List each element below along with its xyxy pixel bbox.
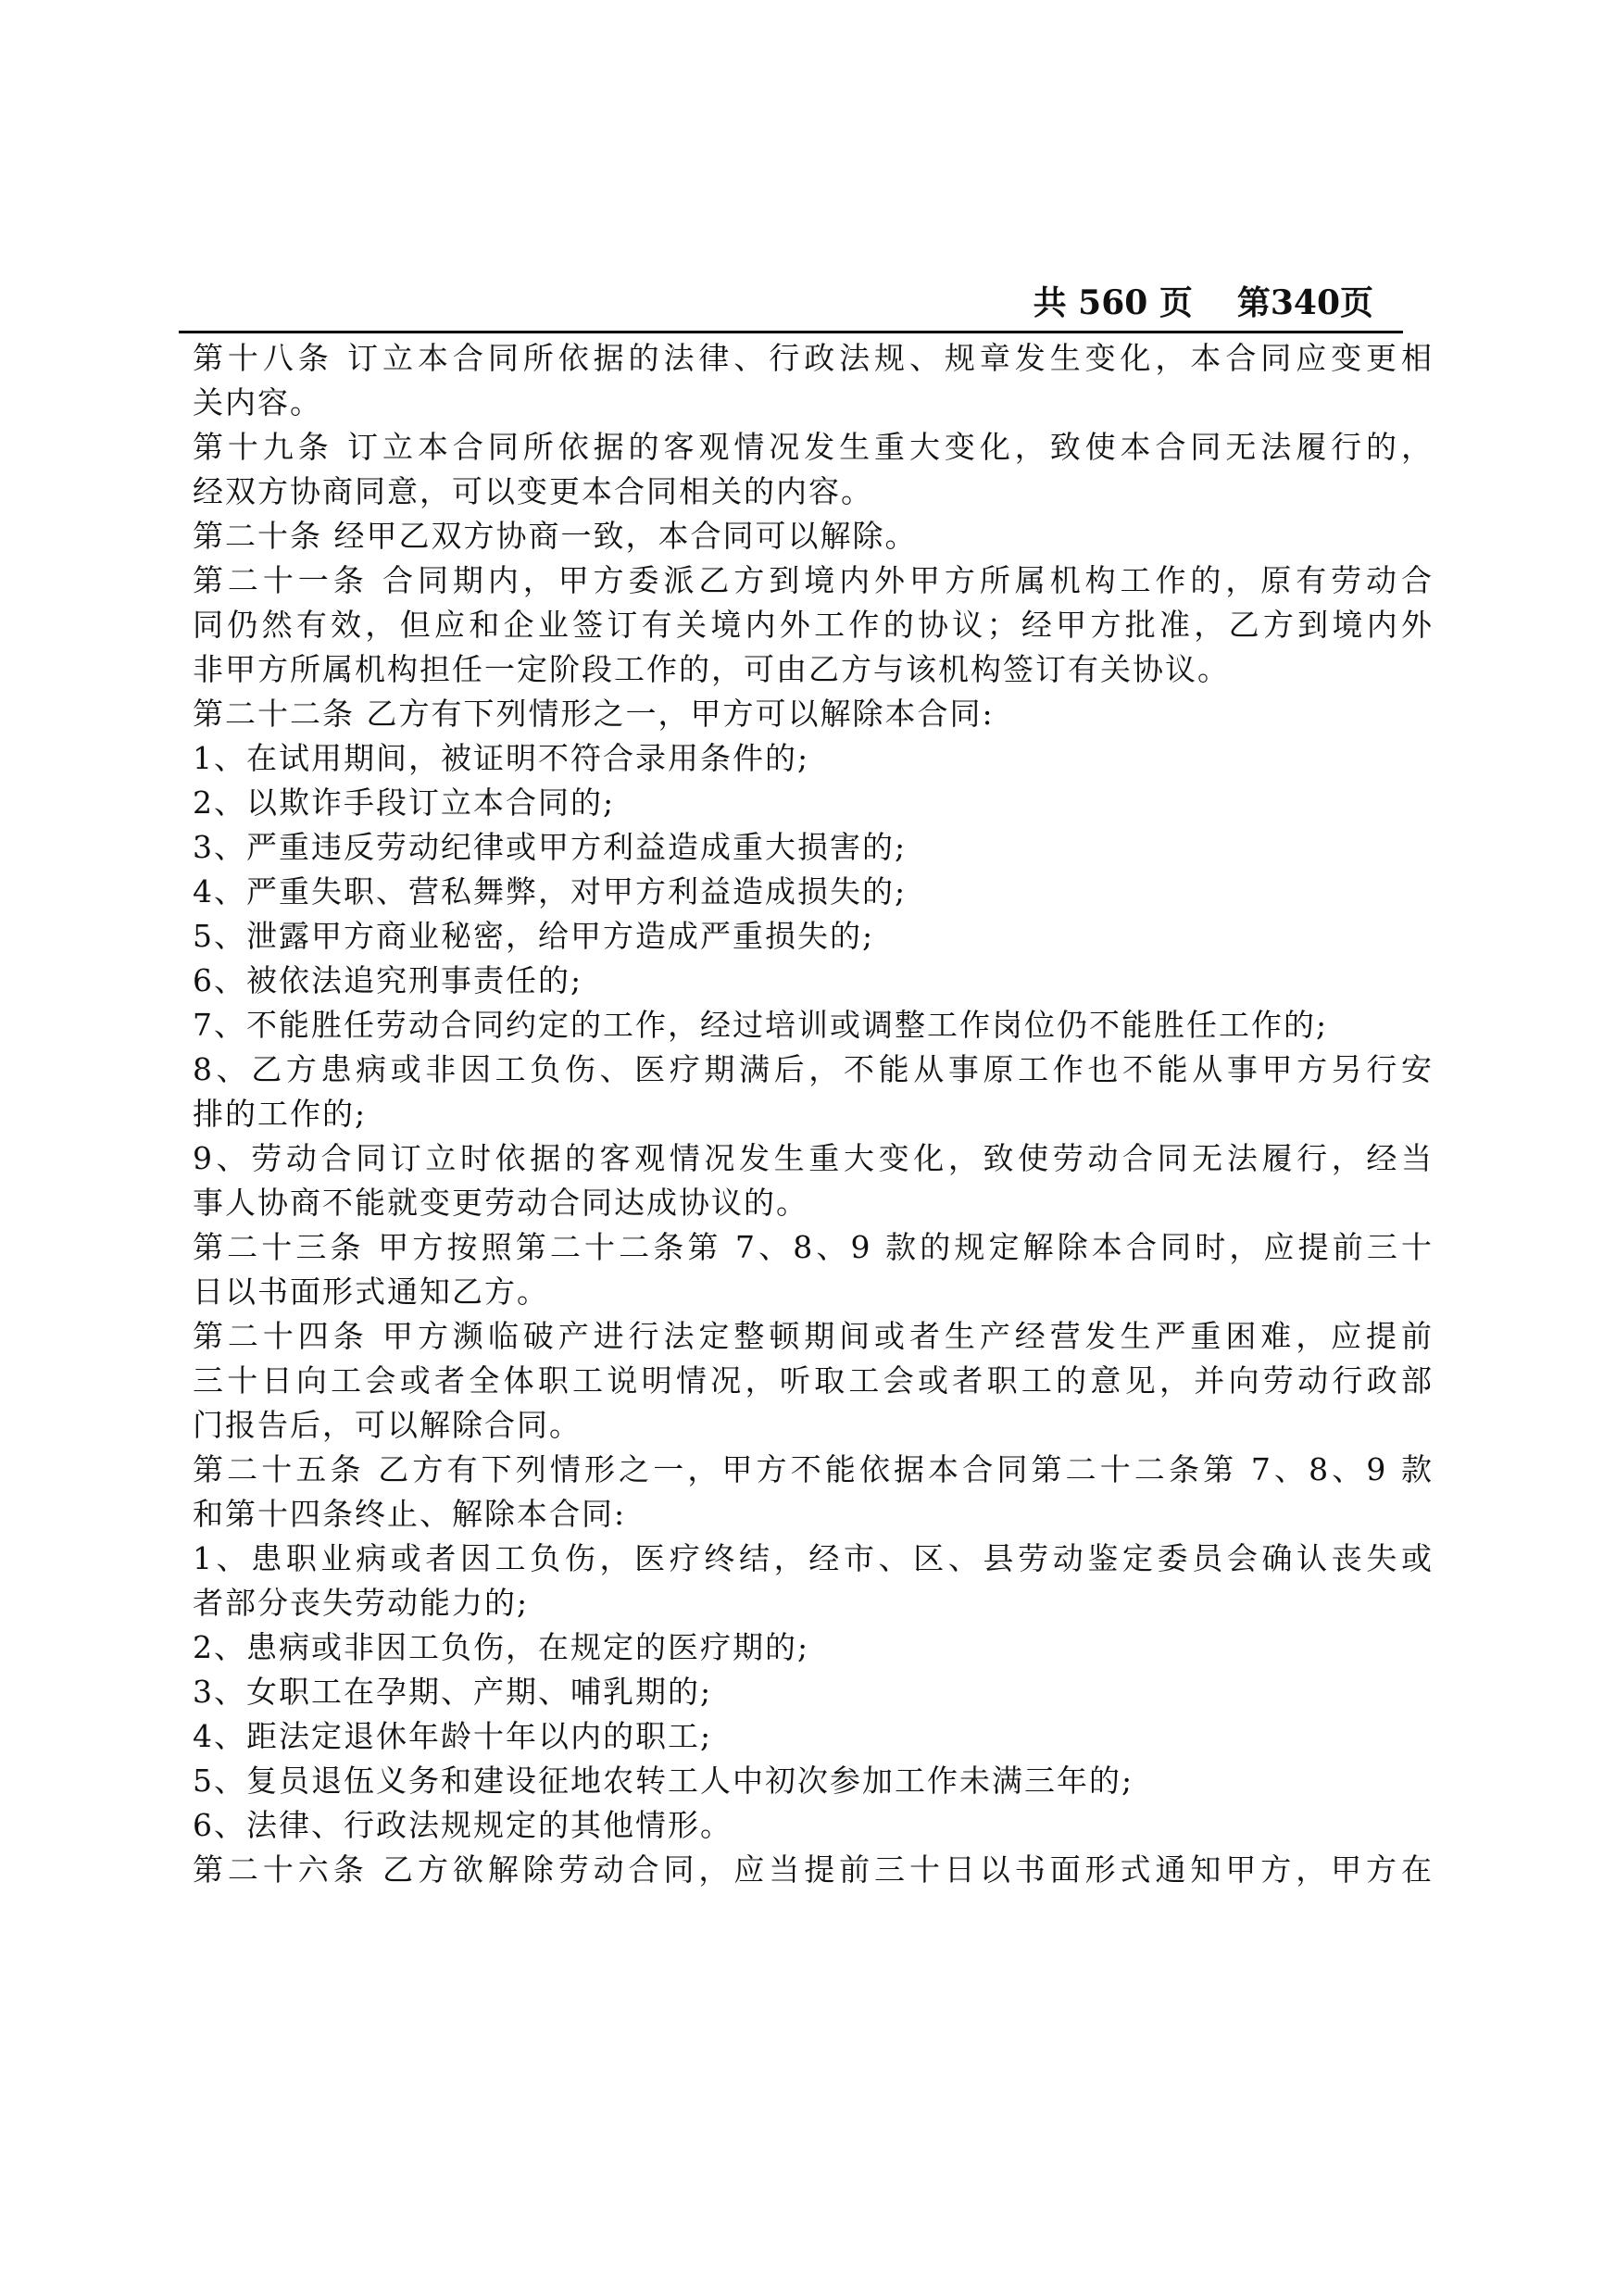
text-line: 8、乙方患病或非因工负伤、医疗期满后，不能从事原工作也不能从事甲方另行安	[193, 1051, 1434, 1087]
text-line: 6、被依法追究刑事责任的;	[193, 962, 583, 998]
text-line: 1、患职业病或者因工负伤，医疗终结，经市、区、县劳动鉴定委员会确认丧失或	[193, 1540, 1434, 1576]
text-line: 2、以欺诈手段订立本合同的;	[193, 784, 616, 821]
text-line: 第二十六条 乙方欲解除劳动合同，应当提前三十日以书面形式通知甲方，甲方在	[193, 1851, 1434, 1888]
text-line: 第二十四条 甲方濒临破产进行法定整顿期间或者生产经营发生严重困难，应提前	[193, 1318, 1434, 1354]
text-line: 第二十二条 乙方有下列情形之一，甲方可以解除本合同:	[193, 696, 995, 732]
text-line: 三十日向工会或者全体职工说明情况，听取工会或者职工的意见，并向劳动行政部	[193, 1362, 1434, 1399]
text-line: 非甲方所属机构担任一定阶段工作的，可由乙方与该机构签订有关协议。	[193, 651, 1230, 687]
page-header	[179, 278, 1403, 333]
page-counter	[1033, 280, 1373, 326]
document-body	[193, 336, 1434, 1892]
text-line: 关内容。	[193, 384, 322, 420]
text-line: 排的工作的;	[193, 1096, 368, 1132]
text-line: 者部分丧失劳动能力的;	[193, 1585, 530, 1621]
text-line: 7、不能胜任劳动合同约定的工作，经过培训或调整工作岗位仍不能胜任工作的;	[193, 1007, 1329, 1043]
text-line: 3、严重违反劳动纪律或甲方利益造成重大损害的;	[193, 829, 908, 865]
text-line: 5、泄露甲方商业秘密，给甲方造成严重损失的;	[193, 918, 875, 954]
text-line: 门报告后，可以解除合同。	[193, 1407, 582, 1443]
text-line: 4、距法定退休年龄十年以内的职工;	[193, 1718, 713, 1754]
text-line: 1、在试用期间，被证明不符合录用条件的;	[193, 740, 810, 776]
text-line: 6、法律、行政法规规定的其他情形。	[193, 1807, 733, 1843]
current-page: 第340页	[1236, 283, 1373, 322]
text-line: 5、复员退伍义务和建设征地农转工人中初次参加工作未满三年的;	[193, 1763, 1134, 1799]
text-line: 3、女职工在孕期、产期、哺乳期的;	[193, 1674, 713, 1710]
text-line: 日以书面形式通知乙方。	[193, 1273, 549, 1310]
text-line: 经双方协商同意，可以变更本合同相关的内容。	[193, 473, 873, 509]
text-line: 事人协商不能就变更劳动合同达成协议的。	[193, 1185, 808, 1221]
text-line: 第二十三条 甲方按照第二十二条第 7、8、9 款的规定解除本合同时，应提前三十	[193, 1229, 1434, 1265]
text-line: 2、患病或非因工负伤，在规定的医疗期的;	[193, 1629, 810, 1665]
text-line: 和第十四条终止、解除本合同:	[193, 1496, 627, 1532]
text-line: 4、严重失职、营私舞弊，对甲方利益造成损失的;	[193, 873, 908, 910]
total-pages: 共 560 页	[1033, 283, 1193, 322]
text-line: 同仍然有效，但应和企业签订有关境内外工作的协议；经甲方批准，乙方到境内外	[193, 607, 1434, 643]
text-line: 第二十五条 乙方有下列情形之一，甲方不能依据本合同第二十二条第 7、8、9 款	[193, 1451, 1434, 1487]
text-line: 第十八条 订立本合同所依据的法律、行政法规、规章发生变化，本合同应变更相	[193, 340, 1434, 376]
text-line: 第二十条 经甲乙双方协商一致，本合同可以解除。	[193, 518, 918, 554]
text-line: 第十九条 订立本合同所依据的客观情况发生重大变化，致使本合同无法履行的，	[193, 429, 1434, 465]
text-line: 9、劳动合同订立时依据的客观情况发生重大变化，致使劳动合同无法履行，经当	[193, 1140, 1434, 1176]
text-line: 第二十一条 合同期内，甲方委派乙方到境内外甲方所属机构工作的，原有劳动合	[193, 562, 1434, 598]
